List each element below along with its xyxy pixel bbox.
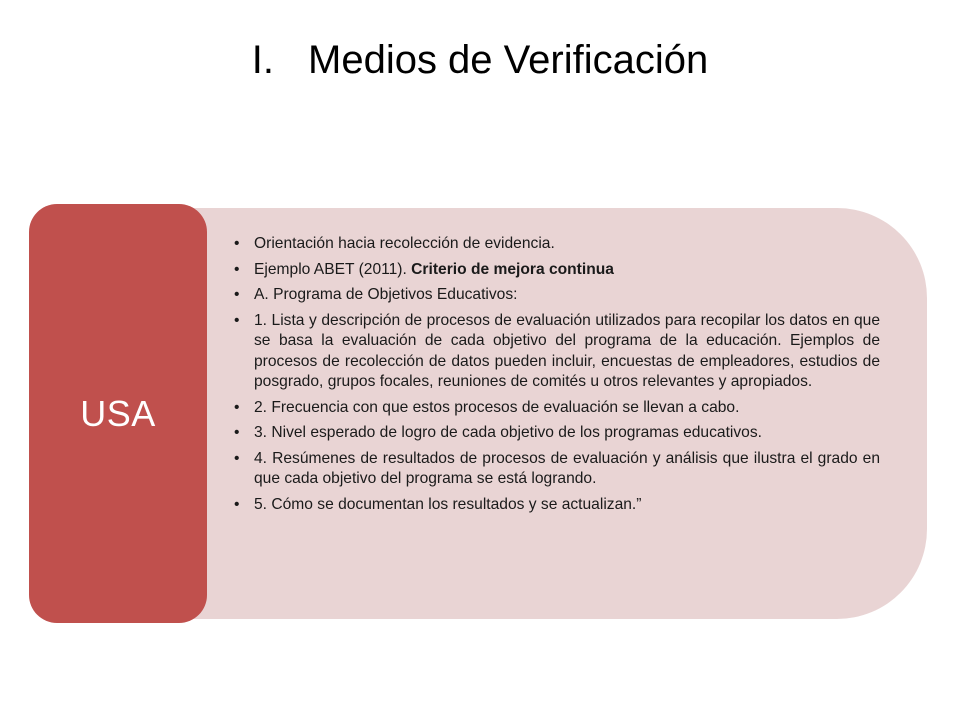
bullet-item bbox=[230, 449, 880, 490]
bullet-item bbox=[230, 285, 880, 306]
bullet-text: 5. Cómo se documentan los resultados y se actualizan.” bbox=[254, 495, 642, 513]
bullet-dot-icon: • bbox=[234, 286, 240, 303]
country-label: USA bbox=[80, 392, 156, 434]
bullet-item bbox=[230, 495, 880, 516]
bullet-text: 3. Nivel esperado de logro de cada objetivo de los programas educativos. bbox=[254, 424, 762, 441]
bullet-dot-icon: • bbox=[234, 235, 240, 252]
bullet-dot-icon: • bbox=[234, 260, 240, 278]
bullet-text: 4. Resúmenes de resultados de procesos de evaluación y análisis que ilustra el grado en que cada objetivo del programa se está logrando. bbox=[254, 449, 880, 487]
title-text: Medios de Verificación bbox=[308, 38, 709, 82]
bullet-text: 1. Lista y descripción de procesos de evaluación utilizados para recopilar los datos en que se basa la evaluación de cada objetivo del programa de la educación. Ejemplos de procesos de recolección de datos pueden incluir, encuestas de empleadores, estudios de posgrado, grupos focales, reuniones de comités u otros relevantes y apropiados. bbox=[254, 311, 880, 390]
slide-title bbox=[0, 34, 960, 86]
title-number: I. bbox=[251, 38, 274, 82]
bullet-item bbox=[230, 311, 880, 393]
bullet-item bbox=[230, 398, 880, 419]
bullet-text: A. Programa de Objetivos Educativos: bbox=[254, 286, 518, 303]
bullet-text: 2. Frecuencia con que estos procesos de evaluación se llevan a cabo. bbox=[254, 398, 740, 416]
bullet-item bbox=[230, 423, 880, 444]
bullet-dot-icon: • bbox=[234, 449, 240, 467]
bullet-dot-icon: • bbox=[234, 311, 240, 329]
bullet-dot-icon: • bbox=[234, 398, 240, 416]
bullet-item bbox=[230, 234, 880, 255]
bullet-list bbox=[230, 234, 880, 520]
bullet-dot-icon: • bbox=[234, 424, 240, 441]
bullet-text: Ejemplo ABET (2011). bbox=[254, 260, 412, 278]
bullet-text: Orientación hacia recolección de evidencia. bbox=[254, 235, 555, 252]
bullet-dot-icon: • bbox=[234, 495, 240, 513]
bullet-bold-text: Criterio de mejora continua bbox=[411, 260, 614, 278]
bullet-item bbox=[230, 260, 880, 281]
country-label-box bbox=[29, 204, 207, 623]
